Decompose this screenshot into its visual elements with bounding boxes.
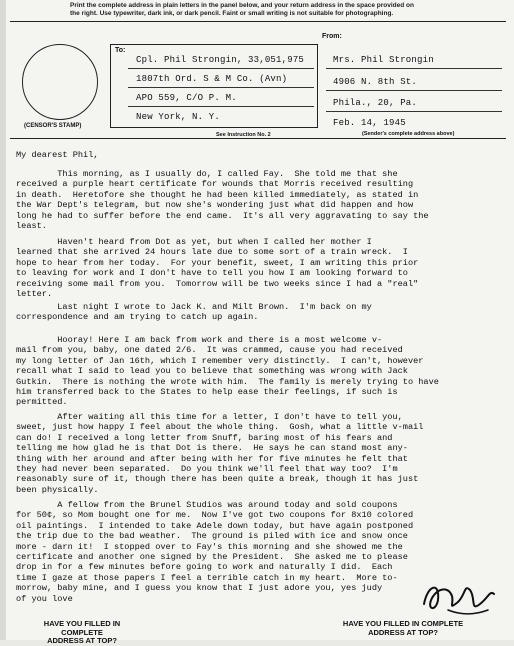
to-line-1: Cpl. Phil Strongin, 33,051,975 bbox=[136, 55, 305, 65]
from-label: From: bbox=[322, 33, 342, 40]
censor-stamp-circle bbox=[22, 44, 98, 120]
form-instructions-line-2: the right. Use typewriter, dark ink, or dark pencil. Faint or small writing is not suitable for photographing. bbox=[70, 10, 394, 17]
from-rule-3 bbox=[326, 111, 502, 112]
instruction-label: See Instruction No. 2 bbox=[216, 132, 271, 138]
letter-paragraph-6: A fellow from the Brunel Studios was around today and sold coupons for 50¢, so Mom bought one for me. Now I've got two coupons for 8x10 colored oil paintings. I intended to take Adele down today, but have again postponed the trip due to the bad weather. The ground is piled with ice and snow once more - darn it! I stopped over to Fay's this morning and she showed me the certificate and another one signed by the President. She asked me to please drop in for a few minutes before going to work and naturally I did. Each time I gaze at those papers I feel a terrible catch in my heart. More to- morrow, baby mine, and I guess you know that I just adore you, yes judy of you love bbox=[16, 500, 414, 604]
sender-address-label: (Sender's complete address above) bbox=[362, 131, 455, 137]
censor-stamp-label: (CENSOR'S STAMP) bbox=[24, 123, 82, 129]
letter-paragraph-5: After waiting all this time for a letter, I don't have to tell you, sweet, just how happy I feel about the whole thing. Gosh, what a little v-mail can do! I received a long letter from Snuff, baring most of his fears and telling me how glad he is that Dot is there. He says he can stand most any- thing with her around and after being with her for five minutes he felt that they had never been separated. Do you think we'll feel that way too? I'm reasonably sure of it, though there has been quite a break, though it has just been physically. bbox=[16, 412, 424, 495]
letter-paragraph-1: This morning, as I usually do, I called Fay. She told me that she received a purple heart certificate for wounds that Morris received resulting in death. Heretofore she thought he had been killed immediately, as stated in the War Dept's telegram, but now she's wondering just what did happen and how long he had to suffer before the end came. It's all very aggravating to say the least. bbox=[16, 169, 429, 232]
form-instructions-line-1: Print the complete address in plain letters in the panel below, and your return address in the space provided on bbox=[70, 2, 414, 9]
footer-left-line-1: HAVE YOU FILLED IN COMPLETE bbox=[43, 619, 121, 637]
letter-greeting: My dearest Phil, bbox=[16, 150, 99, 160]
letter-paragraph-4: Hooray! Here I am back from work and there is a most welcome v- mail from you, baby, one dated 2/6. It was crammed, cause you had received my long letter of Jan 16th, which I remember very distinctly. I can't, however recall what I said to lead you to believe that something was wrong with Jack Gutkin. There is nothing the wrote with him. The family is merely trying to have him transferred back to the States to help ease their feelings, if such is permitted. bbox=[16, 335, 439, 408]
footer-left-line-2: ADDRESS AT TOP? bbox=[47, 636, 117, 645]
to-line-3: APO 559, C/O P. M. bbox=[136, 93, 237, 103]
footer-reminder-left bbox=[22, 620, 142, 646]
from-line-3: Phila., 20, Pa. bbox=[333, 98, 418, 108]
footer-right-line-2: ADDRESS AT TOP? bbox=[368, 627, 438, 637]
to-line-2: 1807th Ord. S & M Co. (Avn) bbox=[136, 74, 288, 84]
from-line-1: Mrs. Phil Strongin bbox=[333, 55, 434, 65]
footer-reminder-right bbox=[338, 620, 468, 637]
letter-paragraph-3: Last night I wrote to Jack K. and Milt Brown. I'm back on my correspondence and am trying to catch up again. bbox=[16, 302, 372, 323]
form-instructions bbox=[70, 2, 450, 18]
to-rule-2 bbox=[128, 87, 314, 88]
to-rule-1 bbox=[128, 68, 314, 69]
footer-right-line-1: HAVE YOU FILLED IN COMPLETE bbox=[342, 619, 464, 628]
to-line-4: New York, N. Y. bbox=[136, 112, 221, 122]
from-line-2: 4906 N. 8th St. bbox=[333, 77, 418, 87]
letter-paragraph-2: Haven't heard from Dot as yet, but when I called her mother I learned that she arrived 24 hours late due to some sort of a train wreck. I hope to hear from her today. For your benefit, sweet, I am writing this prior to leaving for work and I don't have to tell you how I am looking forward to receiving some mail from you. Tomorrow will be two weeks since I had a "real" letter. bbox=[16, 237, 419, 300]
from-date: Feb. 14, 1945 bbox=[333, 118, 406, 128]
page-edge bbox=[0, 0, 6, 640]
from-rule-2 bbox=[326, 90, 502, 91]
to-label: To: bbox=[115, 47, 126, 54]
to-rule-3 bbox=[128, 106, 314, 107]
handwritten-signature bbox=[418, 574, 498, 620]
from-rule-1 bbox=[326, 68, 502, 69]
